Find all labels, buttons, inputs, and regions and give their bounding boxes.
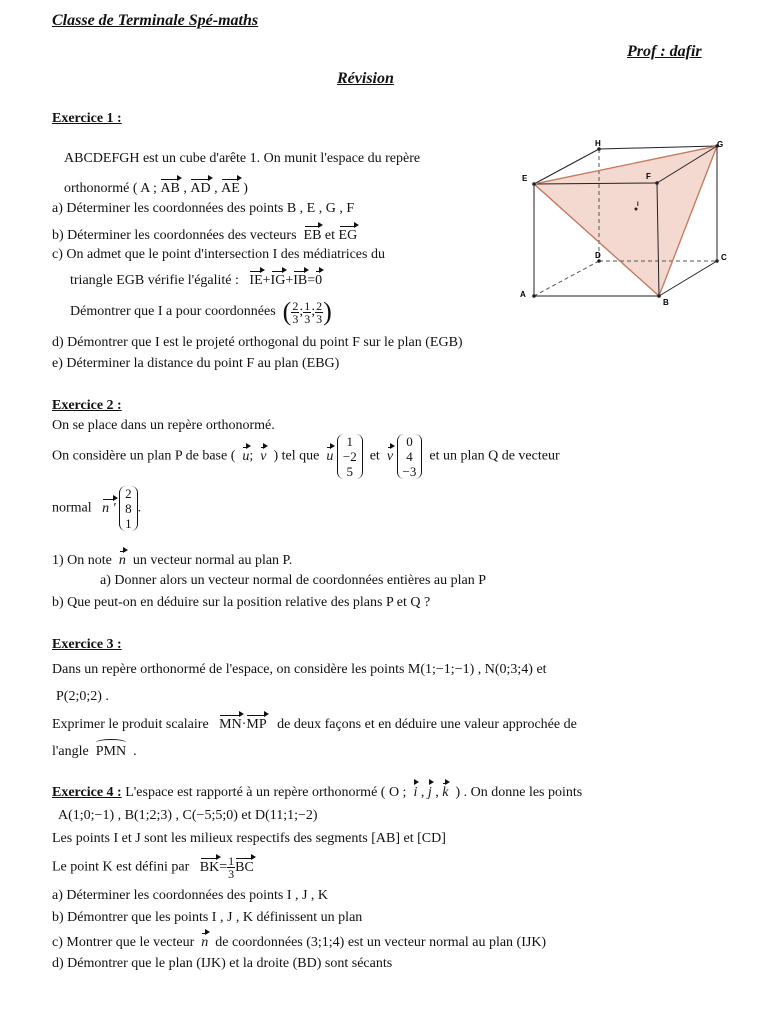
label-i: I bbox=[637, 202, 639, 208]
vector-eb: EB bbox=[303, 228, 322, 243]
vector-v-coords: 0 4 −3 bbox=[397, 434, 423, 479]
ex2-line3: normal n ' 2 8 1. bbox=[52, 486, 142, 531]
ex1-intro-line1: ABCDEFGH est un cube d'arête 1. On munit l'espace du repère bbox=[64, 151, 421, 166]
ex3-line1: Dans un repère orthonormé de l'espace, on considère les points M(1;−1;−1) , N(0;3;4) et bbox=[52, 662, 547, 677]
coord-z: $\frac{2}{3}$ bbox=[316, 298, 323, 326]
ex1-question-c-line3: Démontrer que I a pour coordonnées ( $\frac{2}{3}$ ; $\frac{1}{3}$ ; $\frac{2}{3}$ ) bbox=[70, 297, 332, 326]
ex1-intro-line2: orthonormé ( A ; AB , AD , AE ) bbox=[64, 181, 248, 196]
label-e: E bbox=[522, 174, 528, 183]
vector-ig: IG bbox=[270, 273, 286, 288]
label-a: A bbox=[520, 290, 526, 299]
vector-ad: AD bbox=[190, 181, 211, 196]
vector-n: n bbox=[118, 553, 126, 568]
exercise-3-heading: Exercice 3 : bbox=[52, 637, 122, 652]
ex4-line1: Exercice 4 : L'espace est rapporté à un repère orthonormé ( O ; i , j , k ) . On donne les points bbox=[52, 785, 583, 800]
vector-ie: IE bbox=[249, 273, 263, 288]
ex2-line1: On se place dans un repère orthonormé. bbox=[52, 418, 275, 433]
ex3-line4: l'angle PMN . bbox=[52, 741, 137, 760]
ex2-line2: On considère un plan P de base ( u; v ) tel que u 1 −2 5 et v 0 4 −3 et un plan Q de vecteur bbox=[52, 434, 560, 479]
ex2-question-1: 1) On note n un vecteur normal au plan P. bbox=[52, 553, 293, 568]
ex1-question-a: a) Déterminer les coordonnées des points B , E , G , F bbox=[52, 201, 355, 216]
vector-n-ex4: n bbox=[201, 935, 209, 950]
ex3-line2: P(2;0;2) . bbox=[56, 689, 109, 704]
vector-n-prime-coords: 2 8 1 bbox=[119, 486, 138, 531]
class-title: Classe de Terminale Spé-maths bbox=[52, 12, 259, 29]
label-c: C bbox=[721, 253, 727, 262]
vector-n-prime: n ' bbox=[102, 500, 116, 516]
coord-y: $\frac{1}{3}$ bbox=[304, 298, 311, 326]
vector-v: v bbox=[260, 448, 267, 464]
label-g: G bbox=[717, 140, 724, 149]
ex4-question-c: c) Montrer que le vecteur n de coordonnées (3;1;4) est un vecteur normal au plan (IJK) bbox=[52, 935, 547, 950]
ex4-question-d: d) Démontrer que le plan (IJK) et la droite (BD) sont sécants bbox=[52, 956, 393, 971]
ex1-question-d: d) Démontrer que I est le projeté orthogonal du point F sur le plan (EGB) bbox=[52, 335, 463, 350]
label-f: F bbox=[646, 172, 651, 181]
vector-mp: MP bbox=[246, 717, 267, 732]
ex2-question-a: a) Donner alors un vecteur normal de coordonnées entières au plan P bbox=[100, 573, 487, 588]
ex1-question-c-line1: c) On admet que le point d'intersection I des médiatrices du bbox=[52, 247, 385, 262]
ex1-question-e: e) Déterminer la distance du point F au plan (EBG) bbox=[52, 356, 340, 371]
exercise-1-heading: Exercice 1 : bbox=[52, 111, 122, 126]
exercise-2-heading: Exercice 2 : bbox=[52, 398, 122, 413]
coord-x: $\frac{2}{3}$ bbox=[292, 298, 299, 326]
ex1-question-c-line2: triangle EGB vérifie l'égalité : IE+IG+IB=0 bbox=[70, 273, 323, 288]
vector-i: i bbox=[413, 785, 418, 800]
vector-mn: MN bbox=[219, 717, 242, 732]
ex1-question-b: b) Déterminer les coordonnées des vecteurs EB et EG bbox=[52, 228, 358, 243]
ex2-question-b: b) Que peut-on en déduire sur la position relative des plans P et Q ? bbox=[52, 595, 431, 610]
vector-eg: EG bbox=[338, 228, 358, 243]
vector-k: k bbox=[442, 785, 449, 800]
vector-u: u bbox=[242, 448, 250, 464]
prof-name: Prof : dafir bbox=[627, 43, 702, 60]
ex4-line4: Le point K est défini par BK= $\frac{1}{3}$ BC bbox=[52, 854, 254, 881]
triangle-egb bbox=[534, 146, 717, 296]
vector-ib: IB bbox=[293, 273, 308, 288]
exercise-4-heading: Exercice 4 : bbox=[52, 785, 122, 800]
label-h: H bbox=[595, 139, 601, 148]
label-b: B bbox=[663, 298, 669, 307]
ex3-line3: Exprimer le produit scalaire MN·MP de deux façons et en déduire une valeur approchée de bbox=[52, 717, 577, 732]
vector-bc: BC bbox=[235, 859, 254, 875]
ex4-points: A(1;0;−1) , B(1;2;3) , C(−5;5;0) et D(11;1;−2) bbox=[58, 808, 318, 823]
angle-pmn: PMN bbox=[96, 741, 126, 760]
vector-j: j bbox=[427, 785, 432, 800]
vector-u-coords: 1 −2 5 bbox=[337, 434, 363, 479]
ex4-question-b: b) Démontrer que les points I , J , K définissent un plan bbox=[52, 910, 363, 925]
label-d: D bbox=[595, 251, 601, 260]
page-title: Révision bbox=[337, 70, 394, 87]
vector-ab: AB bbox=[160, 181, 180, 196]
fraction-one-third: $\frac{1}{3}$ bbox=[228, 854, 235, 881]
vector-bk: BK bbox=[199, 859, 220, 875]
ex4-line3: Les points I et J sont les milieux respectifs des segments [AB] et [CD] bbox=[52, 831, 446, 846]
cube-figure bbox=[512, 136, 734, 308]
ex4-question-a: a) Déterminer les coordonnées des points I , J , K bbox=[52, 888, 329, 903]
vector-ae: AE bbox=[221, 181, 240, 196]
